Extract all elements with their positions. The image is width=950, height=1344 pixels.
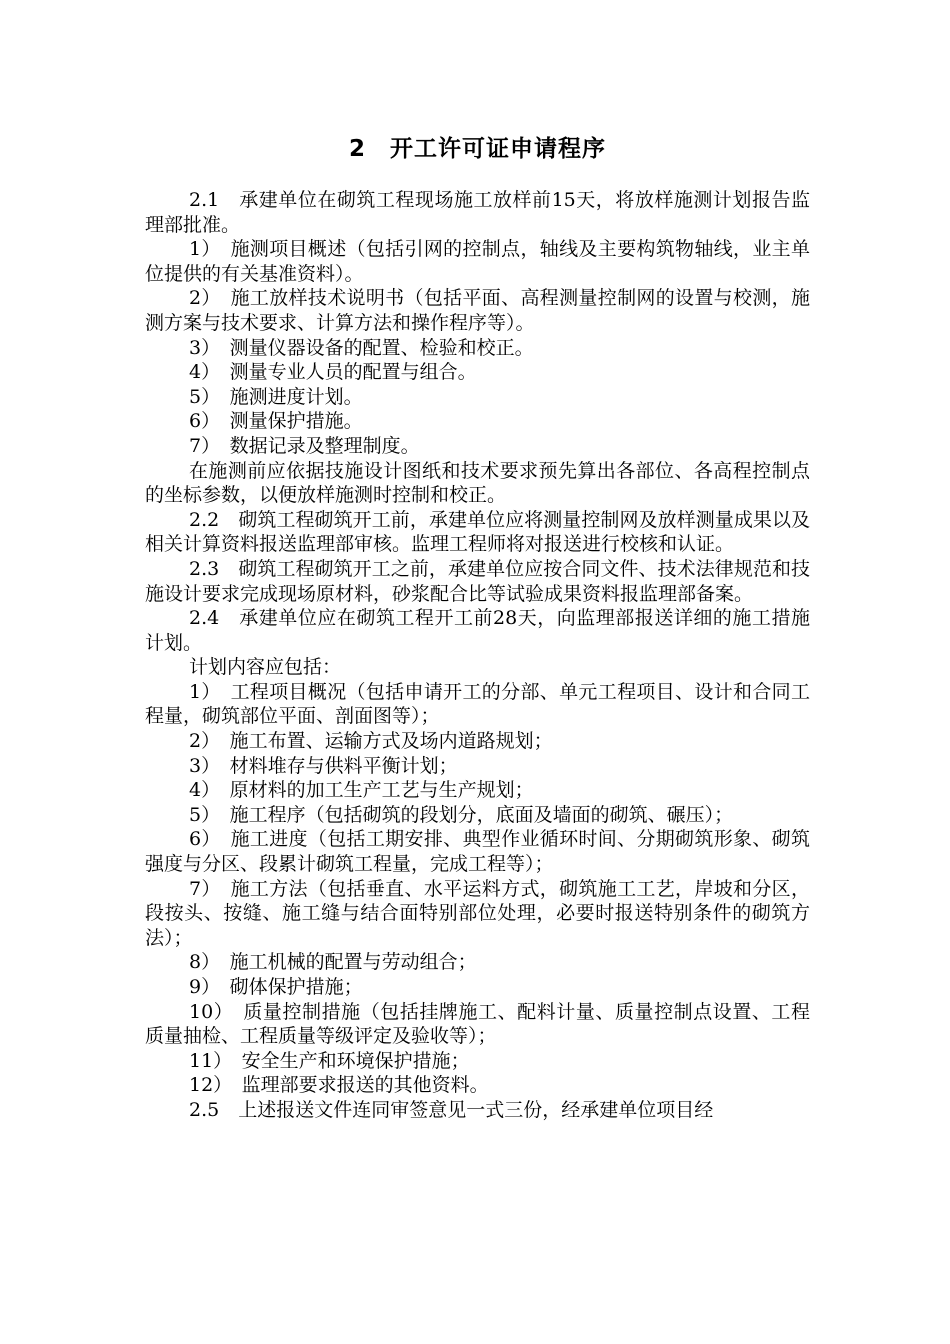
paragraph-plan-item-5: 5） 施工程序（包括砌筑的段划分，底面及墙面的砌筑、碾压）； (189, 803, 734, 826)
paragraph-plan-item-11: 11） 安全生产和环境保护措施； (189, 1049, 470, 1072)
paragraph-2-5: 2.5 上述报送文件连同审签意见一式三份，经承建单位项目经 (189, 1098, 714, 1121)
paragraph-survey-note: 在施测前应依据技施设计图纸和技术要求预先算出各部位、各高程控制点的坐标参数，以便放样施测时控制和校正。 (145, 459, 810, 507)
paragraph-plan-item-1: 1） 工程项目概况（包括申请开工的分部、单元工程项目、设计和合同工程量，砌筑部位平面、剖面图等）； (145, 680, 810, 728)
paragraph-plan-item-6: 6） 施工进度（包括工期安排、典型作业循环时间、分期砌筑形象、砌筑强度与分区、段累计砌筑工程量，完成工程等）； (145, 828, 810, 876)
paragraph-plan-item-10: 10） 质量控制措施（包括挂牌施工、配料计量、质量控制点设置、工程质量抽检、工程质量等级评定及验收等）； (145, 1000, 810, 1048)
section-title: 2 开工许可证申请程序 (348, 136, 606, 162)
paragraph-plan-item-9: 9） 砌体保护措施； (189, 976, 363, 998)
paragraph-plan-item-2: 2） 施工布置、运输方式及场内道路规划； (189, 730, 553, 753)
paragraph-plan-item-4: 4） 原材料的加工生产工艺与生产规划； (189, 779, 534, 802)
paragraph-item-6: 6） 测量保护措施。 (189, 410, 363, 433)
paragraph-item-1: 1） 施测项目概述（包括引网的控制点，轴线及主要构筑物轴线，业主单位提供的有关基准资料）。 (145, 238, 810, 285)
document-page (145, 132, 810, 1123)
paragraph-plan-item-7: 7） 施工方法（包括垂直、水平运料方式，砌筑施工工艺，岸坡和分区，段按头、按缝、施工缝与结合面特别部位处理，必要时报送特别条件的砌筑方法）； (145, 877, 810, 949)
paragraph-plan-item-12: 12） 监理部要求报送的其他资料。 (189, 1074, 489, 1097)
paragraph-item-7: 7） 数据记录及整理制度。 (189, 434, 420, 457)
paragraph-item-3: 3） 测量仪器设备的配置、检验和校正。 (189, 336, 534, 359)
paragraph-2-2: 2.2 砌筑工程砌筑开工前，承建单位应将测量控制网及放样测量成果以及相关计算资料报送监理部审核。监理工程师将对报送进行校核和认证。 (145, 508, 810, 556)
document-body (145, 188, 810, 1123)
paragraph-plan-item-8: 8） 施工机械的配置与劳动组合； (189, 951, 477, 974)
paragraph-2-4: 2.4 承建单位应在砌筑工程开工前28天，向监理部报送详细的施工措施计划。 (145, 607, 810, 654)
paragraph-item-4: 4） 测量专业人员的配置与组合。 (189, 361, 477, 384)
paragraph-plan-item-3: 3） 材料堆存与供料平衡计划； (189, 754, 458, 777)
paragraph-2-1: 2.1 承建单位在砌筑工程现场施工放样前15天，将放样施测计划报告监理部批准。 (145, 189, 810, 236)
paragraph-item-2: 2） 施工放样技术说明书（包括平面、高程测量控制网的设置与校测，施测方案与技术要求、计算方法和操作程序等）。 (145, 287, 810, 334)
paragraph-2-3: 2.3 砌筑工程砌筑开工之前，承建单位应按合同文件、技术法律规范和技施设计要求完成现场原材料，砂浆配合比等试验成果资料报监理部备案。 (145, 557, 810, 605)
paragraph-plan-contents: 计划内容应包括： (189, 656, 342, 679)
paragraph-item-5: 5） 施测进度计划。 (189, 385, 363, 408)
